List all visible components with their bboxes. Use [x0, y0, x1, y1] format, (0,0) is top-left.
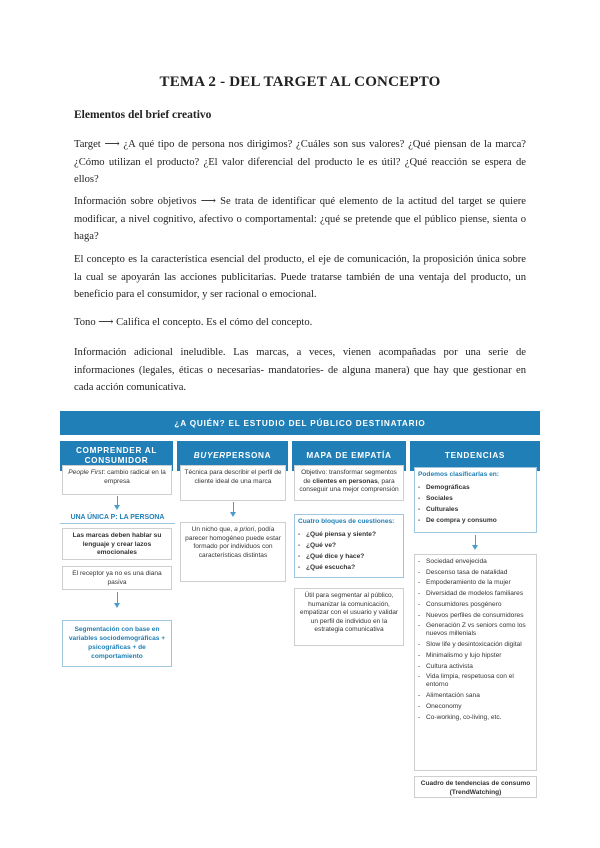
trend-item: - Co-working, co-living, etc.	[418, 714, 533, 722]
col2-arrowhead	[230, 512, 236, 517]
col3-question: - ¿Qué dice y hace?	[298, 551, 400, 562]
col3-question: - ¿Qué ve?	[298, 540, 400, 551]
section-heading: Elementos del brief creativo	[74, 109, 212, 121]
trend-item: - Vida limpia, respetuosa con el entorno	[418, 673, 533, 689]
col3-question: - ¿Qué escucha?	[298, 562, 400, 573]
page-title: TEMA 2 - DEL TARGET AL CONCEPTO	[159, 74, 441, 90]
paragraph-informacion-adicional: Información adicional ineludible. Las marcas, a veces, vienen acompañadas por una serie de informaciones (legales, éticas o necesarias- mandatories- de alguna manera) que hay que gestionar en cada acción comunicativa.	[74, 347, 526, 393]
col1-box-people-first	[62, 465, 172, 495]
trend-item: - Minimalismo y lujo hipster	[418, 652, 533, 660]
col3-box-objetivo	[294, 465, 404, 501]
trend-item: - Sociedad envejecida	[418, 558, 533, 566]
col2-box2-em: a priori	[234, 526, 255, 533]
col1-arrowhead-1	[114, 505, 120, 510]
col4-box-clasificacion	[414, 467, 537, 533]
col4-category: - Culturales	[418, 504, 533, 515]
trend-item: - Nuevos perfiles de consumidores	[418, 612, 533, 620]
col4-categories-list	[418, 482, 533, 526]
infographic	[60, 411, 540, 799]
col4-footer-trendwatching: Cuadro de tendencias de consumo (TrendWatching)	[414, 776, 537, 798]
col1-box-segmentacion: Segmentación con base en variables sociodemográficas + psicográficas + de comportamiento	[62, 620, 172, 667]
trend-item: - Oneconomy	[418, 703, 533, 711]
col2-box-nicho	[180, 522, 286, 582]
col4-box-tendencias	[414, 554, 537, 771]
paragraph-tono: Tono ⟶ Califica el concepto. Es el cómo del concepto.	[74, 317, 313, 328]
col1-box1-em: People First	[68, 469, 104, 476]
col3-box1-a: Objetivo: transformar segmentos de	[301, 469, 397, 485]
col2-box2-b: , podía parecer homogéneo puede estar formado por individuos con características distintas	[185, 526, 281, 559]
trend-item: - Descenso tasa de natalidad	[418, 569, 533, 577]
col3-questions-list	[298, 529, 400, 573]
col4-category: - Demográficas	[418, 482, 533, 493]
trend-item: - Empoderamiento de la mujer	[418, 579, 533, 587]
col1-box-lenguaje: Las marcas deben hablar su lenguaje y crear lazos emocionales	[62, 528, 172, 560]
col3-question: - ¿Qué piensa y siente?	[298, 529, 400, 540]
trend-item: - Cultura activista	[418, 663, 533, 671]
paragraph-objetivos: Información sobre objetivos ⟶ Se trata de identificar qué elemento de la actitud del target se quiere modificar, a nivel cognitivo, afectivo o comportamental: ¿qué se pretende que el público piense, sienta o haga?	[74, 196, 526, 242]
col4-box1-title: Podemos clasificarlas en:	[418, 471, 499, 478]
col2-box2-a: Un nicho que,	[191, 526, 235, 533]
col3-box-util: Útil para segmentar al público, humanizar la comunicación, empatizar con el usuario y validar un perfil de individuo en la estrategia comunicativa	[294, 588, 404, 646]
trend-item: - Alimentación sana	[418, 692, 533, 700]
trend-item: - Diversidad de modelos familiares	[418, 590, 533, 598]
col3-box2-title: Cuatro bloques de cuestiones:	[298, 518, 395, 525]
col3-header: MAPA DE EMPATÍA	[292, 441, 406, 471]
paragraph-concepto: El concepto es la característica esencial del producto, el eje de comunicación, la proposición única sobre la cual se apoyarán las acciones publicitarias. Puede tratarse también de una ventaja del producto, un beneficio para el consumidor, y ser racional o emocional.	[74, 254, 526, 300]
trend-item: - Generación Z vs seniors como los nuevos millenials	[418, 622, 533, 638]
col1-arrowhead-2	[114, 603, 120, 608]
col4-category: - Sociales	[418, 493, 533, 504]
col3-box1-b: clientes en personas	[312, 477, 378, 485]
col1-box-receptor: El receptor ya no es una diana pasiva	[62, 566, 172, 590]
trend-item: - Slow life y desintoxicación digital	[418, 641, 533, 649]
col4-header: TENDENCIAS	[410, 441, 540, 471]
col1-header: COMPRENDER AL CONSUMIDOR	[60, 441, 173, 471]
col4-trends-list	[418, 558, 533, 722]
col3-box-bloques	[294, 514, 404, 578]
col2-box-tecnica: Técnica para describir el perfil de cliente ideal de una marca	[180, 465, 286, 501]
col4-arrowhead	[472, 545, 478, 550]
col2-header-em: BUYER	[193, 451, 226, 460]
col1-label-persona: UNA ÚNICA P: LA PERSONA	[60, 514, 175, 524]
col1-box1-rest: : cambio radical en la empresa	[103, 469, 166, 485]
infographic-banner: ¿A QUIÉN? EL ESTUDIO DEL PÚBLICO DESTINATARIO	[60, 411, 540, 435]
col4-category: - De compra y consumo	[418, 515, 533, 526]
trend-item: - Consumidores posgénero	[418, 601, 533, 609]
paragraph-target: Target ⟶ ¿A qué tipo de persona nos dirigimos? ¿Cuáles son sus valores? ¿Qué piensan de la marca? ¿Cómo utilizan el producto? ¿El valor diferencial del producto le es útil? ¿Qué reacción se espera de ellos?	[74, 139, 526, 185]
col2-header-rest: PERSONA	[225, 451, 272, 460]
col3-box1-c: , para conseguir una mejor comprensión	[299, 477, 399, 493]
